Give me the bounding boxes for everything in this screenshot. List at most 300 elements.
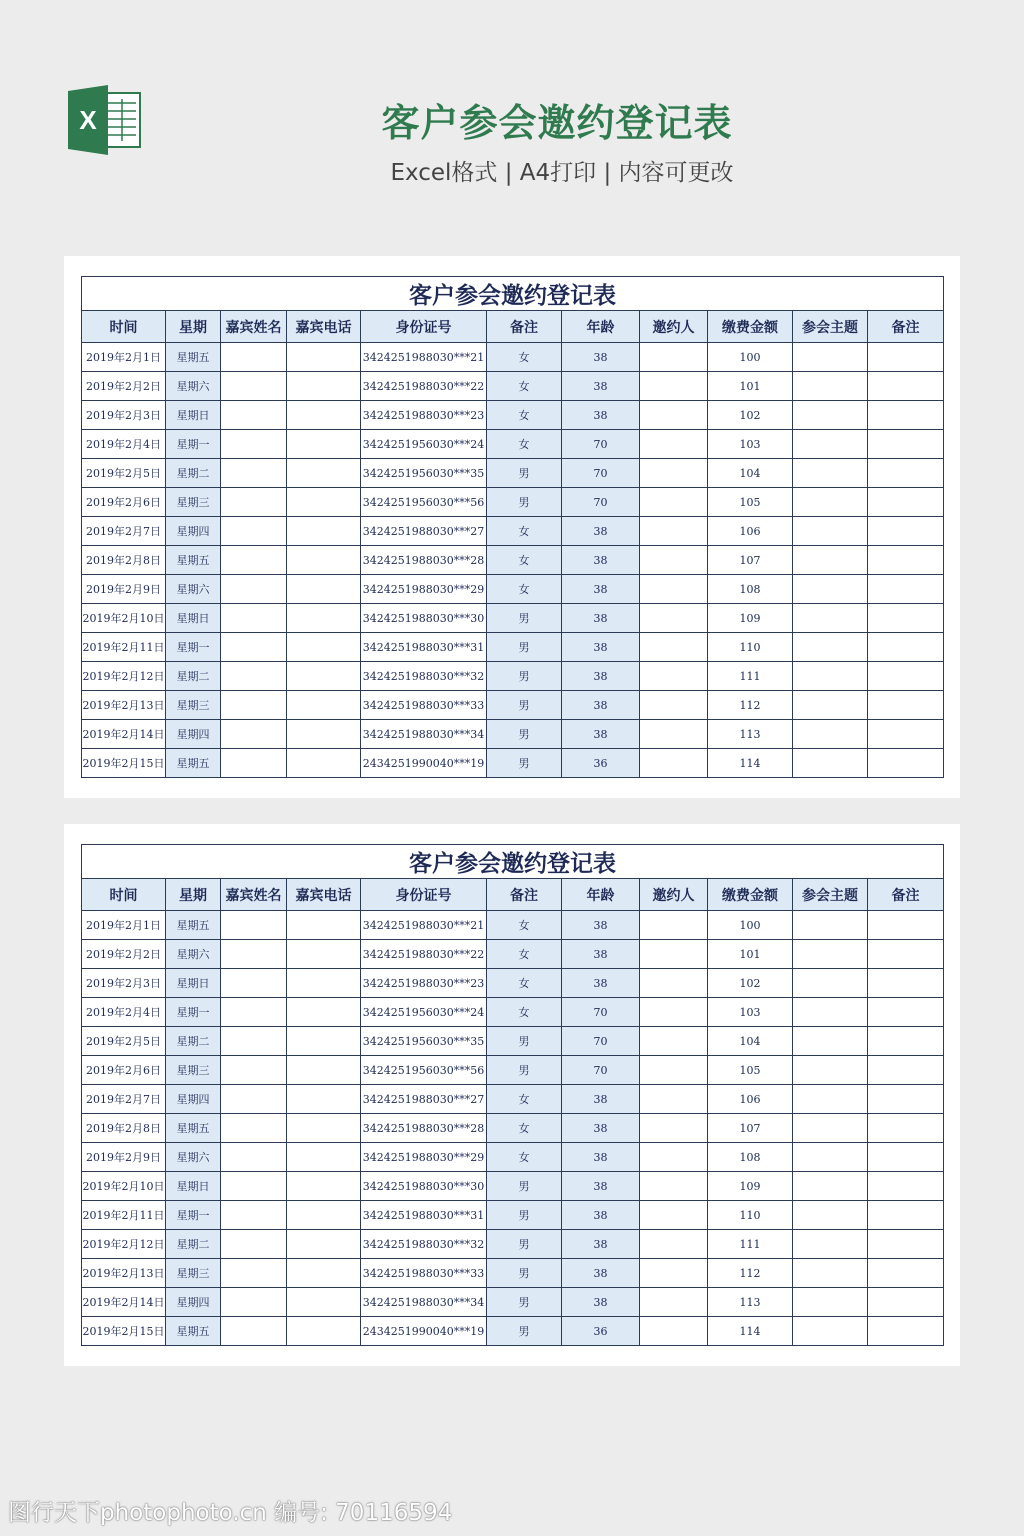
table-cell[interactable] xyxy=(868,633,944,662)
table-cell[interactable] xyxy=(640,517,708,546)
table-cell[interactable]: 2019年2月7日 xyxy=(82,1085,166,1114)
table-cell[interactable]: 2019年2月11日 xyxy=(82,633,166,662)
table-cell[interactable]: 2434251990040***19 xyxy=(361,749,487,778)
table-cell[interactable] xyxy=(221,1027,287,1056)
table-cell[interactable] xyxy=(221,1259,287,1288)
table-cell[interactable]: 2019年2月11日 xyxy=(82,1201,166,1230)
table-cell[interactable] xyxy=(287,546,361,575)
table-cell[interactable]: 70 xyxy=(562,1027,640,1056)
table-cell[interactable]: 3424251988030***33 xyxy=(361,691,487,720)
table-cell[interactable]: 38 xyxy=(562,1201,640,1230)
table-cell[interactable]: 2019年2月8日 xyxy=(82,1114,166,1143)
table-cell[interactable]: 星期六 xyxy=(166,575,221,604)
table-cell[interactable]: 2019年2月10日 xyxy=(82,1172,166,1201)
table-cell[interactable] xyxy=(287,1201,361,1230)
table-cell[interactable] xyxy=(287,720,361,749)
table-cell[interactable] xyxy=(793,691,868,720)
table-cell[interactable] xyxy=(793,1143,868,1172)
table-cell[interactable] xyxy=(868,662,944,691)
table-cell[interactable]: 38 xyxy=(562,1085,640,1114)
table-cell[interactable]: 101 xyxy=(708,940,793,969)
table-cell[interactable] xyxy=(221,1143,287,1172)
table-cell[interactable] xyxy=(640,343,708,372)
table-cell[interactable]: 101 xyxy=(708,372,793,401)
table-cell[interactable]: 女 xyxy=(487,940,562,969)
table-cell[interactable]: 女 xyxy=(487,1143,562,1172)
table-cell[interactable]: 2019年2月14日 xyxy=(82,1288,166,1317)
table-cell[interactable] xyxy=(287,488,361,517)
table-cell[interactable] xyxy=(793,604,868,633)
table-cell[interactable]: 男 xyxy=(487,1317,562,1346)
table-cell[interactable] xyxy=(868,401,944,430)
table-cell[interactable] xyxy=(287,604,361,633)
table-cell[interactable] xyxy=(793,1114,868,1143)
table-cell[interactable]: 70 xyxy=(562,998,640,1027)
table-cell[interactable]: 2019年2月6日 xyxy=(82,488,166,517)
table-cell[interactable] xyxy=(868,459,944,488)
table-cell[interactable]: 女 xyxy=(487,1114,562,1143)
table-cell[interactable]: 星期五 xyxy=(166,1114,221,1143)
table-cell[interactable] xyxy=(793,911,868,940)
table-cell[interactable]: 2019年2月12日 xyxy=(82,1230,166,1259)
table-cell[interactable] xyxy=(221,1172,287,1201)
table-cell[interactable] xyxy=(868,517,944,546)
table-cell[interactable] xyxy=(868,969,944,998)
table-cell[interactable] xyxy=(640,691,708,720)
table-cell[interactable]: 星期三 xyxy=(166,691,221,720)
table-cell[interactable]: 38 xyxy=(562,633,640,662)
table-cell[interactable]: 男 xyxy=(487,604,562,633)
table-cell[interactable]: 男 xyxy=(487,1056,562,1085)
table-cell[interactable]: 星期二 xyxy=(166,459,221,488)
table-cell[interactable] xyxy=(793,430,868,459)
table-cell[interactable]: 女 xyxy=(487,343,562,372)
table-cell[interactable]: 2019年2月4日 xyxy=(82,998,166,1027)
table-cell[interactable] xyxy=(221,969,287,998)
table-cell[interactable] xyxy=(287,517,361,546)
table-cell[interactable] xyxy=(793,940,868,969)
table-cell[interactable]: 3424251988030***28 xyxy=(361,1114,487,1143)
table-cell[interactable]: 38 xyxy=(562,1259,640,1288)
table-cell[interactable]: 2019年2月3日 xyxy=(82,401,166,430)
table-cell[interactable]: 星期四 xyxy=(166,517,221,546)
table-cell[interactable]: 2019年2月12日 xyxy=(82,662,166,691)
table-cell[interactable]: 3424251988030***30 xyxy=(361,1172,487,1201)
table-cell[interactable]: 3424251988030***31 xyxy=(361,1201,487,1230)
table-cell[interactable] xyxy=(221,998,287,1027)
table-cell[interactable] xyxy=(793,1027,868,1056)
table-cell[interactable] xyxy=(221,604,287,633)
table-cell[interactable] xyxy=(640,1143,708,1172)
table-cell[interactable] xyxy=(868,488,944,517)
table-cell[interactable] xyxy=(793,969,868,998)
table-cell[interactable]: 3424251988030***27 xyxy=(361,1085,487,1114)
table-cell[interactable]: 星期四 xyxy=(166,1085,221,1114)
table-cell[interactable]: 3424251988030***23 xyxy=(361,969,487,998)
table-cell[interactable]: 星期五 xyxy=(166,1317,221,1346)
table-cell[interactable] xyxy=(221,749,287,778)
table-cell[interactable]: 男 xyxy=(487,1201,562,1230)
table-cell[interactable]: 3424251956030***35 xyxy=(361,1027,487,1056)
table-cell[interactable] xyxy=(287,911,361,940)
table-cell[interactable]: 38 xyxy=(562,911,640,940)
table-cell[interactable]: 2019年2月7日 xyxy=(82,517,166,546)
table-cell[interactable] xyxy=(221,575,287,604)
table-cell[interactable]: 3424251988030***28 xyxy=(361,546,487,575)
table-cell[interactable] xyxy=(640,1317,708,1346)
table-cell[interactable]: 109 xyxy=(708,1172,793,1201)
table-cell[interactable]: 星期五 xyxy=(166,911,221,940)
table-cell[interactable] xyxy=(287,633,361,662)
table-cell[interactable]: 星期日 xyxy=(166,604,221,633)
table-cell[interactable] xyxy=(287,969,361,998)
table-cell[interactable]: 105 xyxy=(708,1056,793,1085)
table-cell[interactable]: 2019年2月2日 xyxy=(82,372,166,401)
table-cell[interactable] xyxy=(221,1288,287,1317)
table-cell[interactable] xyxy=(793,1230,868,1259)
table-cell[interactable]: 70 xyxy=(562,459,640,488)
table-cell[interactable]: 星期二 xyxy=(166,1230,221,1259)
table-cell[interactable] xyxy=(287,662,361,691)
table-cell[interactable]: 38 xyxy=(562,1230,640,1259)
table-cell[interactable] xyxy=(287,343,361,372)
table-cell[interactable]: 111 xyxy=(708,662,793,691)
table-cell[interactable] xyxy=(221,459,287,488)
table-cell[interactable]: 2019年2月14日 xyxy=(82,720,166,749)
table-cell[interactable] xyxy=(221,691,287,720)
table-cell[interactable]: 星期日 xyxy=(166,1172,221,1201)
table-cell[interactable] xyxy=(221,372,287,401)
table-cell[interactable]: 3424251988030***27 xyxy=(361,517,487,546)
table-cell[interactable]: 38 xyxy=(562,1172,640,1201)
table-cell[interactable] xyxy=(868,430,944,459)
table-cell[interactable]: 3424251988030***29 xyxy=(361,575,487,604)
table-cell[interactable] xyxy=(221,720,287,749)
table-cell[interactable]: 星期日 xyxy=(166,969,221,998)
table-cell[interactable]: 女 xyxy=(487,546,562,575)
table-cell[interactable]: 女 xyxy=(487,575,562,604)
table-cell[interactable] xyxy=(640,940,708,969)
table-cell[interactable]: 102 xyxy=(708,969,793,998)
table-cell[interactable]: 38 xyxy=(562,969,640,998)
table-cell[interactable]: 星期五 xyxy=(166,546,221,575)
table-cell[interactable] xyxy=(793,459,868,488)
table-cell[interactable]: 星期三 xyxy=(166,1056,221,1085)
table-cell[interactable] xyxy=(640,1230,708,1259)
table-cell[interactable]: 38 xyxy=(562,343,640,372)
table-cell[interactable]: 男 xyxy=(487,1259,562,1288)
table-cell[interactable] xyxy=(221,488,287,517)
table-cell[interactable] xyxy=(287,749,361,778)
table-cell[interactable] xyxy=(221,1056,287,1085)
table-cell[interactable] xyxy=(221,517,287,546)
table-cell[interactable]: 106 xyxy=(708,1085,793,1114)
table-cell[interactable] xyxy=(793,1056,868,1085)
table-cell[interactable] xyxy=(221,1085,287,1114)
table-cell[interactable]: 103 xyxy=(708,998,793,1027)
table-cell[interactable] xyxy=(868,720,944,749)
table-cell[interactable]: 70 xyxy=(562,488,640,517)
table-cell[interactable] xyxy=(287,372,361,401)
table-cell[interactable] xyxy=(793,1172,868,1201)
table-cell[interactable]: 38 xyxy=(562,662,640,691)
table-cell[interactable] xyxy=(868,691,944,720)
table-cell[interactable]: 女 xyxy=(487,911,562,940)
table-cell[interactable] xyxy=(221,1230,287,1259)
table-cell[interactable]: 男 xyxy=(487,459,562,488)
table-cell[interactable] xyxy=(793,546,868,575)
table-cell[interactable] xyxy=(221,1201,287,1230)
table-cell[interactable] xyxy=(287,401,361,430)
table-cell[interactable]: 110 xyxy=(708,1201,793,1230)
table-cell[interactable]: 114 xyxy=(708,749,793,778)
table-cell[interactable] xyxy=(287,998,361,1027)
table-cell[interactable] xyxy=(793,1201,868,1230)
table-cell[interactable] xyxy=(793,749,868,778)
table-cell[interactable] xyxy=(868,911,944,940)
table-cell[interactable] xyxy=(793,998,868,1027)
table-cell[interactable]: 38 xyxy=(562,401,640,430)
table-cell[interactable] xyxy=(287,1317,361,1346)
table-cell[interactable]: 2019年2月8日 xyxy=(82,546,166,575)
table-cell[interactable]: 星期一 xyxy=(166,1201,221,1230)
table-cell[interactable]: 女 xyxy=(487,430,562,459)
table-cell[interactable]: 107 xyxy=(708,1114,793,1143)
table-cell[interactable]: 男 xyxy=(487,633,562,662)
table-cell[interactable]: 112 xyxy=(708,1259,793,1288)
table-cell[interactable]: 2019年2月1日 xyxy=(82,343,166,372)
table-cell[interactable] xyxy=(868,940,944,969)
table-cell[interactable]: 星期六 xyxy=(166,940,221,969)
table-cell[interactable]: 70 xyxy=(562,1056,640,1085)
table-cell[interactable]: 3424251956030***24 xyxy=(361,430,487,459)
table-cell[interactable]: 女 xyxy=(487,969,562,998)
table-cell[interactable]: 108 xyxy=(708,575,793,604)
table-cell[interactable]: 女 xyxy=(487,372,562,401)
table-cell[interactable] xyxy=(287,1056,361,1085)
table-cell[interactable]: 111 xyxy=(708,1230,793,1259)
table-cell[interactable]: 男 xyxy=(487,691,562,720)
table-cell[interactable] xyxy=(640,430,708,459)
table-cell[interactable]: 3424251988030***30 xyxy=(361,604,487,633)
table-cell[interactable]: 3424251988030***29 xyxy=(361,1143,487,1172)
table-cell[interactable] xyxy=(793,575,868,604)
table-cell[interactable] xyxy=(640,459,708,488)
table-cell[interactable]: 103 xyxy=(708,430,793,459)
table-cell[interactable] xyxy=(868,372,944,401)
table-cell[interactable] xyxy=(868,1027,944,1056)
table-cell[interactable] xyxy=(287,1085,361,1114)
table-cell[interactable]: 38 xyxy=(562,1288,640,1317)
table-cell[interactable]: 男 xyxy=(487,662,562,691)
table-cell[interactable]: 3424251956030***35 xyxy=(361,459,487,488)
table-cell[interactable]: 2019年2月6日 xyxy=(82,1056,166,1085)
table-cell[interactable]: 110 xyxy=(708,633,793,662)
table-cell[interactable] xyxy=(868,1056,944,1085)
table-cell[interactable] xyxy=(287,459,361,488)
table-cell[interactable]: 星期一 xyxy=(166,633,221,662)
table-cell[interactable] xyxy=(640,1288,708,1317)
table-cell[interactable]: 星期四 xyxy=(166,720,221,749)
table-cell[interactable]: 38 xyxy=(562,1143,640,1172)
table-cell[interactable]: 星期二 xyxy=(166,662,221,691)
table-cell[interactable] xyxy=(793,1288,868,1317)
table-cell[interactable] xyxy=(868,1172,944,1201)
table-cell[interactable] xyxy=(640,969,708,998)
table-cell[interactable] xyxy=(868,1317,944,1346)
table-cell[interactable] xyxy=(221,1317,287,1346)
table-cell[interactable] xyxy=(793,1259,868,1288)
table-cell[interactable] xyxy=(793,720,868,749)
table-cell[interactable]: 星期四 xyxy=(166,1288,221,1317)
table-cell[interactable]: 3424251956030***56 xyxy=(361,1056,487,1085)
table-cell[interactable]: 3424251988030***31 xyxy=(361,633,487,662)
table-cell[interactable]: 38 xyxy=(562,604,640,633)
table-cell[interactable] xyxy=(640,720,708,749)
table-cell[interactable] xyxy=(793,1317,868,1346)
table-cell[interactable] xyxy=(793,1085,868,1114)
table-cell[interactable] xyxy=(287,430,361,459)
table-cell[interactable]: 3424251988030***34 xyxy=(361,1288,487,1317)
table-cell[interactable] xyxy=(868,575,944,604)
table-cell[interactable] xyxy=(640,749,708,778)
table-cell[interactable] xyxy=(793,488,868,517)
table-cell[interactable] xyxy=(640,488,708,517)
table-cell[interactable] xyxy=(868,546,944,575)
table-cell[interactable]: 2434251990040***19 xyxy=(361,1317,487,1346)
table-cell[interactable]: 100 xyxy=(708,911,793,940)
table-cell[interactable]: 男 xyxy=(487,1230,562,1259)
table-cell[interactable] xyxy=(640,546,708,575)
table-cell[interactable]: 男 xyxy=(487,488,562,517)
table-cell[interactable]: 70 xyxy=(562,430,640,459)
table-cell[interactable]: 109 xyxy=(708,604,793,633)
table-cell[interactable]: 38 xyxy=(562,1114,640,1143)
table-cell[interactable] xyxy=(640,633,708,662)
table-cell[interactable]: 女 xyxy=(487,517,562,546)
table-cell[interactable] xyxy=(221,940,287,969)
table-cell[interactable]: 2019年2月13日 xyxy=(82,1259,166,1288)
table-cell[interactable]: 108 xyxy=(708,1143,793,1172)
table-cell[interactable]: 113 xyxy=(708,1288,793,1317)
table-cell[interactable]: 36 xyxy=(562,1317,640,1346)
table-cell[interactable]: 星期二 xyxy=(166,1027,221,1056)
table-cell[interactable]: 星期三 xyxy=(166,488,221,517)
table-cell[interactable] xyxy=(640,604,708,633)
table-cell[interactable]: 2019年2月10日 xyxy=(82,604,166,633)
table-cell[interactable]: 3424251988030***21 xyxy=(361,343,487,372)
table-cell[interactable]: 2019年2月5日 xyxy=(82,459,166,488)
table-cell[interactable] xyxy=(287,1172,361,1201)
table-cell[interactable] xyxy=(287,575,361,604)
table-cell[interactable]: 星期六 xyxy=(166,1143,221,1172)
table-cell[interactable]: 星期五 xyxy=(166,343,221,372)
table-cell[interactable]: 107 xyxy=(708,546,793,575)
table-cell[interactable]: 38 xyxy=(562,517,640,546)
table-cell[interactable]: 100 xyxy=(708,343,793,372)
table-cell[interactable]: 星期日 xyxy=(166,401,221,430)
table-cell[interactable] xyxy=(221,430,287,459)
table-cell[interactable] xyxy=(640,1114,708,1143)
table-cell[interactable]: 102 xyxy=(708,401,793,430)
table-cell[interactable]: 星期六 xyxy=(166,372,221,401)
table-cell[interactable] xyxy=(793,517,868,546)
table-cell[interactable]: 女 xyxy=(487,998,562,1027)
table-cell[interactable]: 36 xyxy=(562,749,640,778)
table-cell[interactable]: 2019年2月3日 xyxy=(82,969,166,998)
table-cell[interactable]: 3424251988030***21 xyxy=(361,911,487,940)
table-cell[interactable]: 星期一 xyxy=(166,998,221,1027)
table-cell[interactable]: 3424251988030***22 xyxy=(361,372,487,401)
table-cell[interactable] xyxy=(640,911,708,940)
table-cell[interactable]: 3424251956030***24 xyxy=(361,998,487,1027)
table-cell[interactable]: 男 xyxy=(487,1027,562,1056)
table-cell[interactable] xyxy=(221,633,287,662)
table-cell[interactable] xyxy=(640,372,708,401)
table-cell[interactable]: 3424251988030***22 xyxy=(361,940,487,969)
table-cell[interactable]: 男 xyxy=(487,720,562,749)
table-cell[interactable]: 104 xyxy=(708,1027,793,1056)
table-cell[interactable]: 2019年2月5日 xyxy=(82,1027,166,1056)
table-cell[interactable]: 男 xyxy=(487,749,562,778)
table-cell[interactable] xyxy=(221,662,287,691)
table-cell[interactable] xyxy=(868,1085,944,1114)
table-cell[interactable] xyxy=(287,1259,361,1288)
table-cell[interactable]: 114 xyxy=(708,1317,793,1346)
table-cell[interactable]: 星期三 xyxy=(166,1259,221,1288)
table-cell[interactable] xyxy=(640,662,708,691)
table-cell[interactable] xyxy=(640,575,708,604)
table-cell[interactable]: 2019年2月9日 xyxy=(82,575,166,604)
table-cell[interactable] xyxy=(640,401,708,430)
table-cell[interactable]: 2019年2月15日 xyxy=(82,1317,166,1346)
table-cell[interactable] xyxy=(868,998,944,1027)
table-cell[interactable] xyxy=(221,911,287,940)
table-cell[interactable] xyxy=(640,998,708,1027)
table-cell[interactable]: 女 xyxy=(487,401,562,430)
table-cell[interactable] xyxy=(287,1143,361,1172)
table-cell[interactable] xyxy=(868,1114,944,1143)
table-cell[interactable]: 104 xyxy=(708,459,793,488)
table-cell[interactable]: 2019年2月4日 xyxy=(82,430,166,459)
table-cell[interactable] xyxy=(640,1259,708,1288)
table-cell[interactable] xyxy=(868,1259,944,1288)
table-cell[interactable]: 男 xyxy=(487,1172,562,1201)
table-cell[interactable] xyxy=(793,372,868,401)
table-cell[interactable] xyxy=(640,1085,708,1114)
table-cell[interactable] xyxy=(221,1114,287,1143)
table-cell[interactable] xyxy=(287,1114,361,1143)
table-cell[interactable]: 3424251956030***56 xyxy=(361,488,487,517)
table-cell[interactable]: 女 xyxy=(487,1085,562,1114)
table-cell[interactable] xyxy=(793,633,868,662)
table-cell[interactable] xyxy=(868,343,944,372)
table-cell[interactable] xyxy=(287,1288,361,1317)
table-cell[interactable] xyxy=(868,604,944,633)
table-cell[interactable] xyxy=(640,1201,708,1230)
table-cell[interactable]: 106 xyxy=(708,517,793,546)
table-cell[interactable]: 38 xyxy=(562,940,640,969)
table-cell[interactable]: 38 xyxy=(562,575,640,604)
table-cell[interactable] xyxy=(287,940,361,969)
table-cell[interactable] xyxy=(640,1172,708,1201)
table-cell[interactable] xyxy=(868,1288,944,1317)
table-cell[interactable]: 38 xyxy=(562,372,640,401)
table-cell[interactable] xyxy=(793,343,868,372)
table-cell[interactable]: 男 xyxy=(487,1288,562,1317)
table-cell[interactable]: 3424251988030***34 xyxy=(361,720,487,749)
table-cell[interactable] xyxy=(221,343,287,372)
